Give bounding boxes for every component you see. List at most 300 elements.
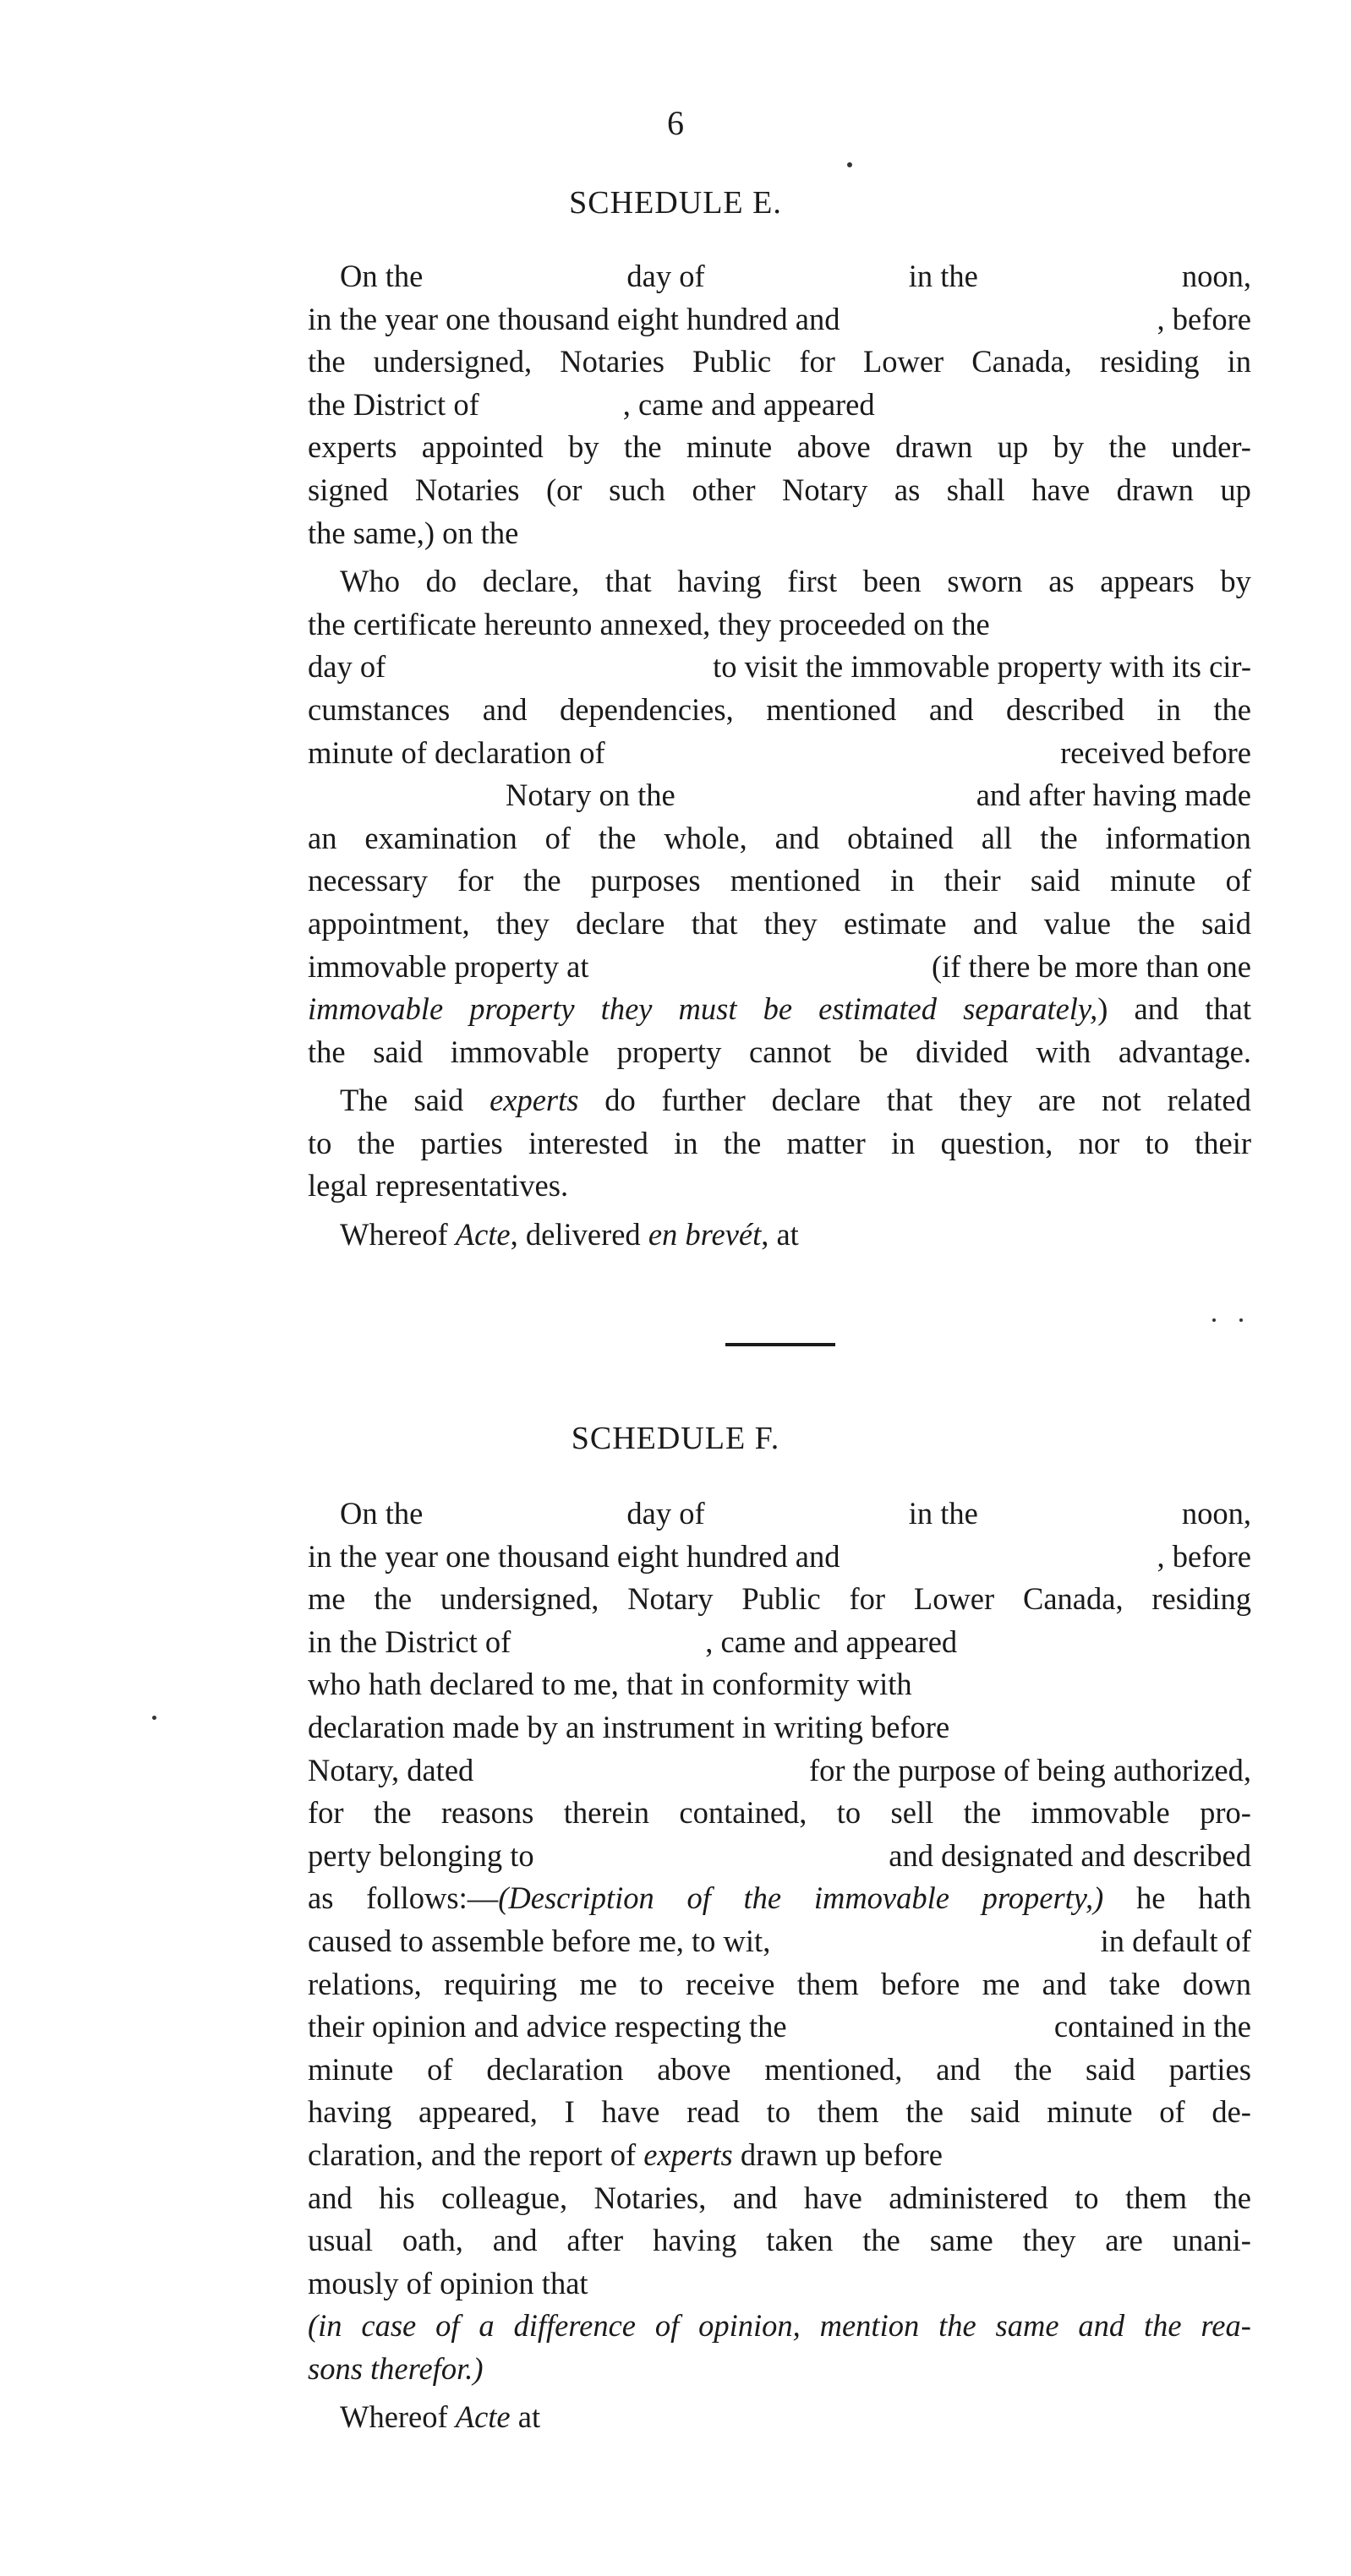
- word: Who: [340, 564, 400, 599]
- text-segment: in the: [908, 259, 978, 293]
- word: me: [982, 1966, 1020, 2001]
- text-line: [308, 1621, 1251, 1664]
- word: therein: [563, 1795, 650, 1831]
- word: read: [686, 2094, 740, 2130]
- word: are: [1037, 1083, 1076, 1118]
- word: they: [763, 905, 818, 941]
- word: parties: [420, 1125, 503, 1160]
- word: the: [357, 1125, 396, 1160]
- word: and: [492, 2223, 538, 2258]
- word: them: [817, 2094, 879, 2130]
- word: the: [522, 863, 561, 898]
- text-line: [308, 298, 1251, 341]
- text-line: [308, 2262, 1251, 2306]
- text-segment: in the year one thousand eight hundred and: [308, 301, 840, 336]
- word: the: [1014, 2051, 1053, 2087]
- paragraph-gap: [308, 1208, 1251, 1214]
- text-line: [308, 1536, 1251, 1579]
- text-segment: On the: [340, 1496, 424, 1531]
- text-segment: mously of opinion that: [308, 2265, 588, 2300]
- word: unani-: [1172, 2223, 1251, 2258]
- word: signed: [308, 472, 389, 507]
- text-segment: their opinion and advice respecting the: [308, 2009, 787, 2044]
- word: reasons: [440, 1795, 534, 1831]
- word: mentioned: [766, 691, 897, 727]
- word: their: [944, 863, 1001, 898]
- text-segment: , came and appeared: [705, 1624, 958, 1659]
- word: (or: [545, 472, 583, 507]
- text-line: [308, 384, 1251, 427]
- word: they: [1022, 2223, 1076, 2258]
- word: the: [905, 2094, 944, 2130]
- word: in: [674, 1125, 698, 1160]
- text-line: [308, 1079, 1251, 1122]
- text-segment: caused to assemble before me, to wit,: [308, 1923, 771, 1958]
- text-line: [308, 1122, 1251, 1165]
- word: declare: [576, 905, 665, 941]
- word: appointment,: [308, 905, 470, 941]
- word: do: [425, 564, 457, 599]
- word: Lower: [862, 344, 944, 379]
- word: Canada,: [971, 344, 1072, 379]
- word: be: [763, 991, 793, 1027]
- word: sworn: [947, 564, 1023, 599]
- word: do: [604, 1083, 636, 1118]
- text-line: [308, 1792, 1251, 1835]
- text-segment: received before: [1060, 734, 1251, 770]
- word: must: [678, 991, 737, 1027]
- word: Notary: [627, 1581, 714, 1617]
- word: Notary: [782, 472, 868, 507]
- word: a: [479, 2308, 495, 2344]
- word: Canada,: [1023, 1581, 1124, 1617]
- word: minute: [686, 429, 773, 465]
- word: separately,): [963, 991, 1108, 1027]
- word: the: [963, 1795, 1002, 1831]
- schedule-e-heading: SCHEDULE E.: [569, 185, 782, 221]
- word: Notaries: [414, 472, 520, 507]
- word: value: [1043, 905, 1111, 941]
- word: of: [435, 2308, 460, 2344]
- word: related: [1167, 1083, 1251, 1118]
- word: that: [1205, 991, 1251, 1027]
- word: property,): [982, 1880, 1104, 1916]
- word: advantage.: [1118, 1034, 1251, 1069]
- word: for: [799, 344, 835, 379]
- word: immovable: [450, 1034, 589, 1069]
- text-line: [308, 1663, 1251, 1706]
- word: follows:—(Description: [366, 1880, 654, 1916]
- text-segment: On the: [340, 259, 424, 293]
- word: to: [639, 1966, 664, 2001]
- word: I: [564, 2094, 575, 2130]
- word: necessary: [308, 863, 428, 898]
- paragraph-gap: [308, 554, 1251, 560]
- word: estimated: [818, 991, 938, 1027]
- text-line: [308, 1749, 1251, 1793]
- text-segment: legal representatives.: [308, 1168, 569, 1203]
- text-line: [308, 1165, 1251, 1208]
- word: them: [1124, 2180, 1187, 2215]
- word: question,: [940, 1125, 1053, 1160]
- word: said: [1030, 863, 1080, 898]
- text-segment: and after having made: [976, 778, 1251, 813]
- word: described: [1006, 691, 1124, 727]
- ink-speck: [1212, 1318, 1216, 1322]
- word: whole,: [664, 820, 747, 855]
- word: the: [374, 1581, 413, 1617]
- word: colleague,: [441, 2180, 568, 2215]
- word: of: [1159, 2094, 1185, 2130]
- word: having: [653, 2223, 737, 2258]
- text-segment: sons therefor.): [308, 2350, 484, 2386]
- word: the: [1108, 429, 1147, 465]
- word: opinion,: [698, 2308, 801, 2344]
- word: the: [373, 1795, 412, 1831]
- text-line: [308, 2091, 1251, 2134]
- word: that: [886, 1083, 933, 1118]
- word: be: [859, 1034, 889, 1069]
- word: that: [691, 905, 738, 941]
- word: before: [881, 1966, 960, 2001]
- word: the: [938, 2308, 976, 2344]
- text-segment: in default of: [1100, 1923, 1251, 1958]
- text-segment: Whereof Acte, delivered en brevét, at: [340, 1217, 799, 1253]
- word: said: [373, 1034, 424, 1069]
- text-line: [308, 1877, 1251, 1920]
- word: that: [604, 564, 652, 599]
- text-segment: noon,: [1181, 1496, 1251, 1531]
- word: to: [836, 1795, 861, 1831]
- word: same: [929, 2223, 993, 2258]
- word: first: [787, 564, 838, 599]
- text-line: [308, 817, 1251, 860]
- word: nor: [1078, 1125, 1120, 1160]
- word: said: [413, 1083, 464, 1118]
- word: shall: [946, 472, 1005, 507]
- word: by: [568, 429, 599, 465]
- word: the: [1137, 905, 1175, 941]
- word: as: [308, 1880, 334, 1916]
- word: usual: [308, 2223, 374, 2258]
- word: having: [677, 564, 762, 599]
- word: for: [457, 863, 494, 898]
- word: hath: [1198, 1880, 1251, 1916]
- text-segment: the certificate hereunto annexed, they proceeded on the: [308, 606, 990, 641]
- word: estimate: [843, 905, 947, 941]
- text-line: [308, 1835, 1251, 1878]
- word: dependencies,: [559, 691, 734, 727]
- text-segment: noon,: [1181, 259, 1251, 293]
- word: contained,: [679, 1795, 807, 1831]
- ink-speck: [1239, 1318, 1243, 1322]
- word: having: [308, 2094, 392, 2130]
- word: the: [1213, 2180, 1251, 2215]
- text-line: [308, 560, 1251, 603]
- word: residing: [1099, 344, 1200, 379]
- text-segment: Notary, dated: [308, 1752, 474, 1787]
- text-line: [308, 1493, 1251, 1536]
- word: appears: [1100, 564, 1195, 599]
- word: down: [1182, 1966, 1251, 2001]
- text-segment: , before: [1157, 301, 1251, 336]
- word: divided: [916, 1034, 1009, 1069]
- word: the: [723, 1125, 762, 1160]
- word: property: [616, 1034, 722, 1069]
- word: administered: [889, 2180, 1048, 2215]
- word: Notaries: [560, 344, 665, 379]
- word: purposes: [590, 863, 701, 898]
- word: they: [495, 905, 550, 941]
- word: the: [862, 2223, 900, 2258]
- word: me: [579, 1966, 617, 2001]
- word: taken: [766, 2223, 834, 2258]
- word: and: [1042, 1966, 1087, 2001]
- text-segment: contained in the: [1053, 2009, 1251, 2044]
- text-segment: for the purpose of being authorized,: [809, 1752, 1251, 1787]
- schedule-f-body: [308, 1493, 1251, 2439]
- word: are: [1105, 2223, 1143, 2258]
- word: experts: [308, 429, 397, 465]
- word: cumstances: [308, 691, 451, 727]
- text-line: [308, 2049, 1251, 2092]
- word: in: [1227, 344, 1251, 379]
- text-line: [308, 2305, 1251, 2348]
- word: mention: [819, 2308, 920, 2344]
- word: and: [482, 691, 528, 727]
- text-line: [308, 469, 1251, 512]
- word: drawn: [895, 429, 973, 465]
- word: of: [1225, 863, 1251, 898]
- text-segment: in the year one thousand eight hundred and: [308, 1538, 840, 1574]
- text-line: [308, 603, 1251, 647]
- word: minute: [308, 2051, 394, 2087]
- text-line: [308, 689, 1251, 732]
- text-line: [308, 732, 1251, 775]
- word: of: [686, 1880, 711, 1916]
- word: not: [1102, 1083, 1141, 1118]
- word: as: [1048, 564, 1075, 599]
- word: obtained: [847, 820, 954, 855]
- ink-speck: [847, 162, 852, 167]
- text-line: [308, 1706, 1251, 1749]
- word: (in: [308, 2308, 342, 2344]
- text-line: [308, 646, 1251, 689]
- schedule-f-heading: SCHEDULE F.: [571, 1421, 780, 1456]
- text-segment: , before: [1157, 1538, 1251, 1574]
- word: property: [469, 991, 575, 1027]
- word: to: [1075, 2180, 1099, 2215]
- text-line: [308, 341, 1251, 384]
- word: and: [774, 820, 820, 855]
- text-line: [308, 426, 1251, 469]
- paragraph-gap: [308, 1073, 1251, 1079]
- text-line: [308, 2177, 1251, 2220]
- word: oath,: [402, 2223, 463, 2258]
- word: parties: [1168, 2051, 1251, 2087]
- word: and: [1134, 991, 1179, 1027]
- word: and: [1078, 2308, 1125, 2344]
- page-number: 6: [667, 104, 684, 142]
- text-segment: , came and appeared: [622, 386, 875, 422]
- text-segment: immovable property at: [308, 948, 589, 984]
- word: to: [1145, 1125, 1169, 1160]
- word: appointed: [421, 429, 544, 465]
- word: declaration: [486, 2051, 624, 2087]
- text-segment: day of: [308, 649, 386, 685]
- word: above: [796, 429, 871, 465]
- schedule-e-body: [308, 255, 1251, 1257]
- word: immovable: [308, 991, 444, 1027]
- text-segment: Whereof Acte at: [340, 2399, 541, 2435]
- word: experts: [490, 1083, 579, 1118]
- word: Public: [741, 1581, 821, 1617]
- word: requiring: [444, 1966, 557, 2001]
- word: and: [732, 2180, 778, 2215]
- word: said: [1086, 2051, 1135, 2087]
- text-segment: day of: [626, 1496, 705, 1531]
- word: an: [308, 820, 337, 855]
- word: undersigned,: [373, 344, 533, 379]
- word: the: [1040, 820, 1078, 855]
- word: sell: [890, 1795, 934, 1831]
- word: to: [766, 2094, 790, 2130]
- word: said: [1201, 905, 1251, 941]
- word: of: [427, 2051, 453, 2087]
- text-segment: day of: [626, 259, 705, 293]
- word: immovable: [813, 1880, 949, 1916]
- word: and: [972, 905, 1018, 941]
- text-segment: Notary on the: [506, 778, 676, 813]
- word: minute: [1109, 863, 1196, 898]
- word: the: [308, 344, 346, 379]
- word: his: [379, 2180, 415, 2215]
- word: difference: [513, 2308, 637, 2344]
- text-segment: minute of declaration of: [308, 734, 605, 770]
- word: by: [1220, 564, 1251, 599]
- word: immovable: [1031, 1795, 1170, 1831]
- text-line: [308, 2006, 1251, 2049]
- text-line: [308, 1031, 1251, 1074]
- word: de-: [1212, 2094, 1251, 2130]
- text-line: [308, 1920, 1251, 1963]
- word: for: [308, 1795, 344, 1831]
- section-divider: [725, 1343, 835, 1346]
- word: take: [1108, 1966, 1161, 2001]
- word: further: [661, 1083, 746, 1118]
- word: the: [598, 820, 637, 855]
- word: the: [623, 429, 662, 465]
- word: of: [544, 820, 572, 855]
- text-line: [308, 2396, 1251, 2439]
- text-segment: the District of: [308, 386, 479, 422]
- word: mentioned: [730, 863, 861, 898]
- word: examination: [364, 820, 517, 855]
- word: under-: [1171, 429, 1251, 465]
- text-line: [308, 774, 1251, 817]
- word: in: [890, 1125, 916, 1160]
- text-segment: perty belonging to: [308, 1837, 534, 1873]
- word: have: [803, 2180, 862, 2215]
- text-segment: declaration made by an instrument in writing before: [308, 1709, 950, 1744]
- text-segment: claration, and the report of experts drawn up before: [308, 2137, 943, 2172]
- word: declare,: [482, 564, 580, 599]
- text-line: [308, 1963, 1251, 2006]
- word: interested: [528, 1125, 648, 1160]
- word: Public: [692, 344, 772, 379]
- word: above: [657, 2051, 731, 2087]
- word: minute: [1047, 2094, 1133, 2130]
- word: to: [308, 1125, 332, 1160]
- text-line: [308, 255, 1251, 298]
- word: information: [1105, 820, 1251, 855]
- text-line: [308, 512, 1251, 555]
- word: in: [1157, 691, 1181, 727]
- word: have: [601, 2094, 660, 2130]
- word: they: [959, 1083, 1013, 1118]
- text-segment: in the District of: [308, 1624, 511, 1659]
- text-segment: who hath declared to me, that in conformity with: [308, 1667, 912, 1702]
- word: Lower: [913, 1581, 995, 1617]
- text-line: [308, 2134, 1251, 2177]
- word: up: [1220, 472, 1251, 507]
- ink-speck: [152, 1716, 156, 1720]
- word: for: [849, 1581, 886, 1617]
- word: matter: [786, 1125, 866, 1160]
- word: Notaries,: [593, 2180, 707, 2215]
- text-segment: to visit the immovable property with its cir-: [713, 649, 1251, 685]
- word: receive: [686, 1966, 775, 2001]
- text-line: [308, 946, 1251, 989]
- word: have: [1031, 472, 1091, 507]
- word: rea-: [1201, 2308, 1251, 2344]
- word: he: [1135, 1880, 1166, 1916]
- text-segment: and designated and described: [889, 1837, 1251, 1873]
- word: the: [743, 1880, 782, 1916]
- word: The: [340, 1083, 388, 1118]
- word: case: [361, 2308, 417, 2344]
- word: by: [1053, 429, 1085, 465]
- word: and: [928, 691, 974, 727]
- text-line: [308, 860, 1251, 903]
- text-segment: the same,) on the: [308, 515, 519, 550]
- text-line: [308, 2348, 1251, 2391]
- text-segment: (if there be more than one: [931, 948, 1251, 984]
- word: all: [981, 820, 1013, 855]
- word: them: [796, 1966, 859, 2001]
- word: with: [1036, 1034, 1091, 1069]
- word: declare: [771, 1083, 861, 1118]
- word: up: [997, 429, 1029, 465]
- word: cannot: [749, 1034, 832, 1069]
- text-segment: in the: [908, 1496, 978, 1531]
- word: in: [890, 863, 915, 898]
- text-line: [308, 988, 1251, 1031]
- word: relations,: [308, 1966, 422, 2001]
- word: residing: [1151, 1581, 1251, 1617]
- word: the: [308, 1034, 346, 1069]
- word: of: [654, 2308, 680, 2344]
- word: and: [308, 2180, 353, 2215]
- text-line: [308, 903, 1251, 946]
- word: other: [692, 472, 756, 507]
- word: such: [609, 472, 665, 507]
- word: pro-: [1200, 1795, 1251, 1831]
- paragraph-gap: [308, 2390, 1251, 2396]
- word: drawn: [1116, 472, 1194, 507]
- word: same: [995, 2308, 1059, 2344]
- word: been: [862, 564, 922, 599]
